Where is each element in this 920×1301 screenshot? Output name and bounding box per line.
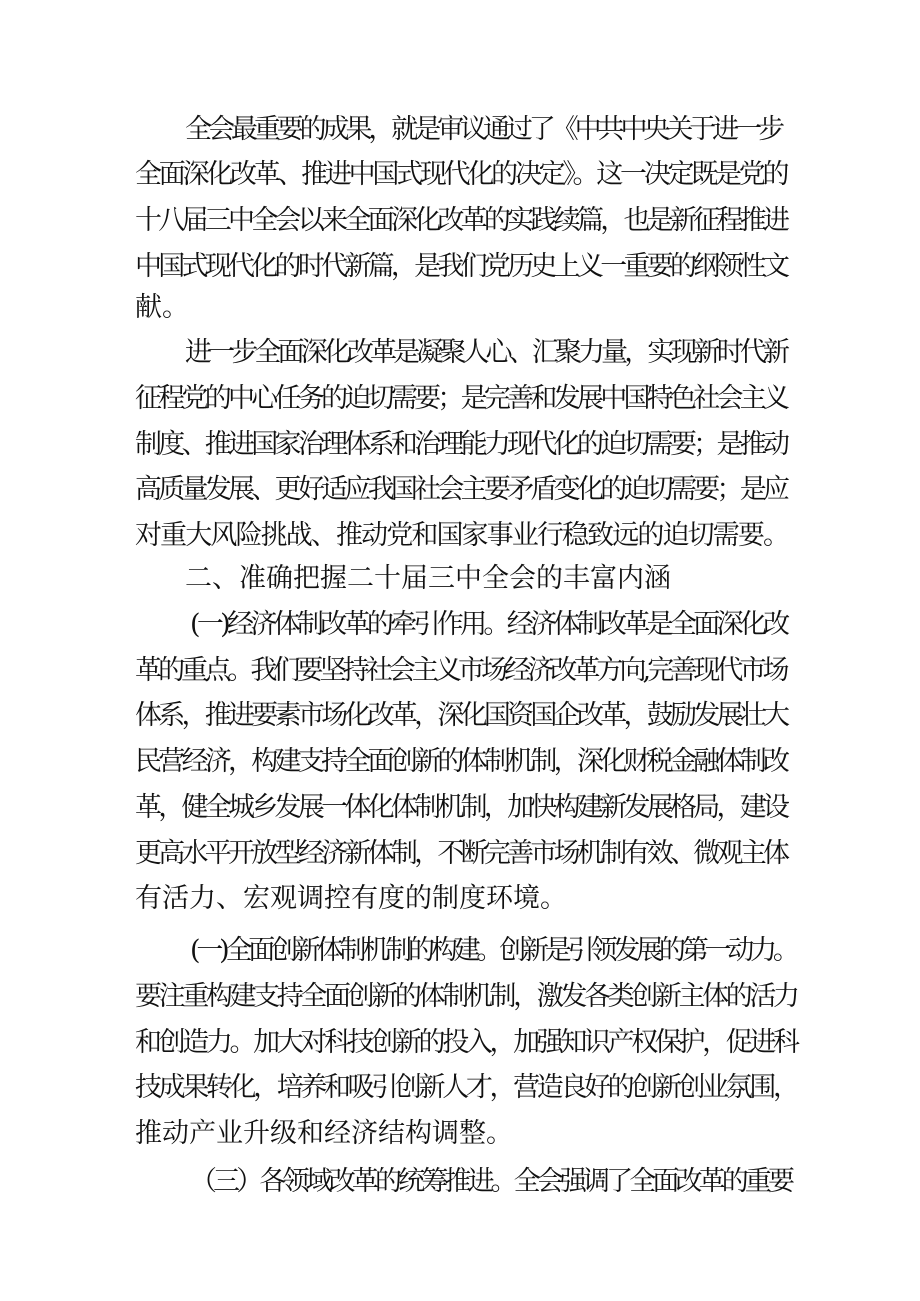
text-line: 中国式现代化的时代新篇，是我们党历史上义一重要的纲领性文 xyxy=(135,251,787,282)
text-line: 征程党的中心任务的迫切需要；是完善和发展中国特色社会主义 xyxy=(135,383,787,414)
text-line: 推动产业升级和经济结构调整。 xyxy=(135,1118,513,1149)
text-line: 制度、推进国家治理体系和治理能力现代化的迫切需要；是推动 xyxy=(135,429,787,460)
text-line: 和创造力。加大对科技创新的投入，加强知识产权保护，促进科 xyxy=(135,1027,797,1058)
text-line: (一)经济体制改革的牵引作用。经济体制改革是全面深化改 xyxy=(190,609,787,640)
text-line: 更高水平开放型经济新体制，不断完善市场机制有效、微观主体 xyxy=(135,838,787,869)
text-line: (一)全面创新体制机制的构建。创新是引领发展的第一动力。 xyxy=(190,935,796,966)
text-line: （三）各领域改革的统筹推进。全会强调了全面改革的重要 xyxy=(190,1166,792,1197)
text-line: 高质量发展、更好适应我国社会主要矛盾变化的迫切需要；是应 xyxy=(135,474,787,505)
text-line: 进一步全面深化改革是凝聚人心、汇聚力量，实现新时代新 xyxy=(185,337,787,368)
text-line: 要注重构建支持全面创新的体制机制，激发各类创新主体的活力 xyxy=(135,981,797,1012)
text-line: 革，健全城乡发展一体化体制机制，加快构建新发展格局，建设 xyxy=(135,792,787,823)
text-line: 民营经济，构建支持全面创新的体制机制，深化财税金融体制改 xyxy=(135,746,787,777)
section-heading: 二、准确把握二十届三中全会的丰富内涵 xyxy=(185,563,671,594)
text-line: 技成果转化，培养和吸引创新人才，营造良好的创新创业氛围， xyxy=(135,1072,797,1103)
text-line: 全会最重要的成果，就是审议通过了《中共中央关于进一步 xyxy=(185,114,781,145)
text-line: 有活力、宏观调控有度的制度环境。 xyxy=(135,883,567,914)
text-line: 全面深化改革、推进中国式现代化的决定》。这一决定既是党的 xyxy=(135,159,787,190)
text-line: 对重大风险挑战、推动党和国家事业行稳致远的迫切需要。 xyxy=(135,520,789,551)
text-line: 革的重点。我们要坚持社会主义市场经济改革方向,完善现代市场 xyxy=(135,655,786,686)
text-line: 献。 xyxy=(135,292,189,323)
text-line: 体系，推进要素市场化改革，深化国资国企改革，鼓励发展壮大 xyxy=(135,700,787,731)
text-line: 十八届三中全会以来全面深化改革的实践续篇，也是新征程推进 xyxy=(135,205,787,236)
